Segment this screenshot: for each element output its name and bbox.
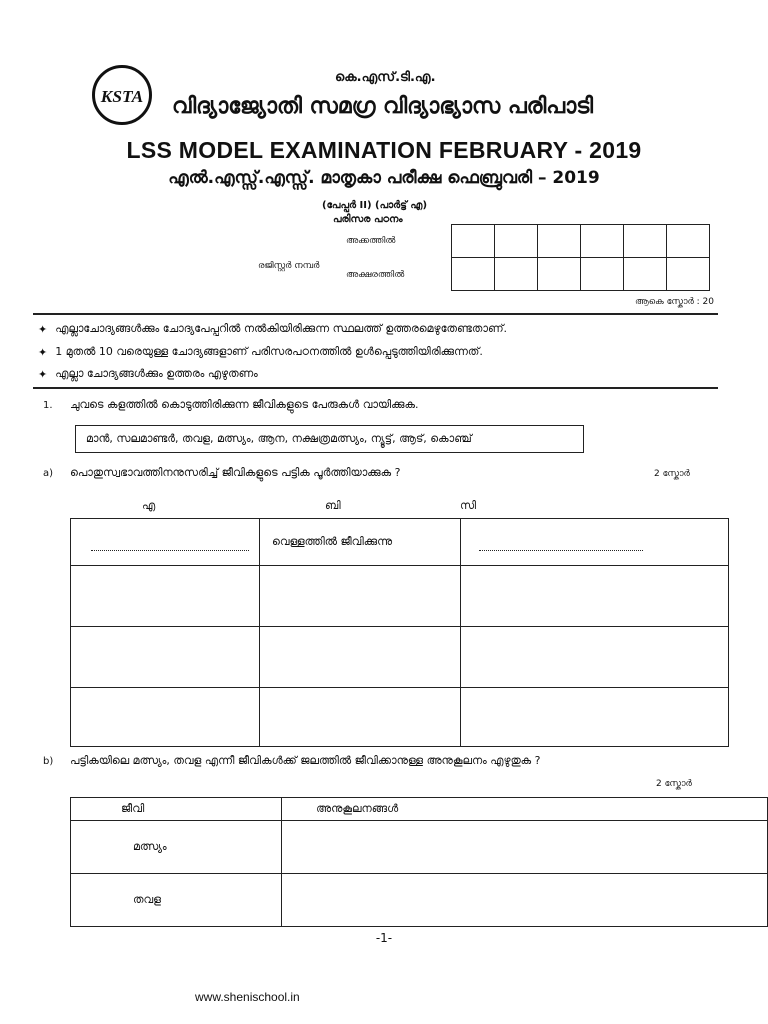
- header-adaptations-text: അനുകൂലനങ്ങൾ: [316, 802, 399, 815]
- part-a-score: 2 സ്കോർ: [654, 469, 690, 479]
- table-cell[interactable]: [461, 519, 729, 566]
- instruction-item: [38, 322, 507, 336]
- star-bullet-icon: ✦: [38, 345, 48, 359]
- divider-top: [33, 313, 718, 315]
- answer-cell[interactable]: [282, 874, 768, 927]
- register-in-figures-label: അക്കത്തിൽ: [346, 236, 396, 246]
- table-cell: [260, 519, 461, 566]
- table-cell[interactable]: [260, 688, 461, 747]
- page-number: -1-: [375, 931, 393, 945]
- table-header-row: [71, 798, 768, 821]
- register-word-cell[interactable]: [667, 258, 710, 291]
- register-number-label: രജിസ്റ്റർ നമ്പർ: [258, 261, 320, 271]
- exam-title-malayalam: എൽ.എസ്സ്.എസ്സ്. മാതൃകാ പരീക്ഷ ഫെബ്രുവരി – 2019: [168, 168, 600, 188]
- organism-word-box: [75, 425, 584, 453]
- organism-words: മാൻ, സലമാണ്ടർ, തവള, മത്സ്യം, ആന, നക്ഷത്രമത്സ്യം, ന്യൂട്ട്, ആട്, കൊഞ്ച്: [86, 432, 472, 445]
- total-score: ആകെ സ്കോർ : 20: [635, 297, 714, 307]
- part-b-label: b): [43, 756, 54, 767]
- organism-cell: [71, 821, 282, 874]
- dotted-answer-line: [479, 550, 643, 551]
- register-figure-cell[interactable]: [495, 225, 538, 258]
- table-row: [71, 874, 768, 927]
- register-word-cell[interactable]: [495, 258, 538, 291]
- register-figure-cell[interactable]: [452, 225, 495, 258]
- instruction-text: എല്ലാചോദ്യങ്ങൾക്കും ചോദ്യപേപ്പറിൽ നൽകിയിരിക്കുന്ന സ്ഥലത്ത് ഉത്തരമെഴുതേണ്ടതാണ്.: [55, 322, 508, 335]
- register-figures-row: [452, 225, 710, 258]
- divider-bottom: [33, 387, 718, 389]
- register-word-cell[interactable]: [538, 258, 581, 291]
- question-number: 1.: [43, 400, 53, 411]
- table-cell[interactable]: [260, 627, 461, 688]
- table-row: [71, 627, 729, 688]
- column-a-label: എ: [142, 499, 156, 512]
- table-row: [71, 821, 768, 874]
- header-organism-text: ജീവി: [121, 802, 145, 815]
- register-figure-cell[interactable]: [581, 225, 624, 258]
- website-url[interactable]: www.shenischool.in: [195, 990, 300, 1004]
- logo-letters: KSTA: [100, 86, 144, 106]
- register-figure-cell[interactable]: [624, 225, 667, 258]
- table-cell[interactable]: [71, 566, 260, 627]
- part-a-question: പൊതുസ്വഭാവത്തിനനുസരിച്ച് ജീവികളുടെ പട്ടിക പൂർത്തിയാക്കുക ?: [70, 466, 401, 479]
- column-b-label: ബി: [325, 499, 341, 512]
- register-word-cell[interactable]: [581, 258, 624, 291]
- answer-cell[interactable]: [282, 821, 768, 874]
- register-figure-cell[interactable]: [667, 225, 710, 258]
- ksta-logo: [92, 65, 152, 125]
- register-figure-cell[interactable]: [538, 225, 581, 258]
- instruction-item: [38, 345, 483, 359]
- ksta-logo-mark: [95, 67, 149, 123]
- table-cell[interactable]: [71, 627, 260, 688]
- org-full-name: വിദ്യാജ്യോതി സമഗ്ര വിദ്യാഭ്യാസ പരിപാടി: [172, 94, 594, 119]
- register-words-row: [452, 258, 710, 291]
- adaptation-table: [70, 797, 768, 927]
- table-row: [71, 688, 729, 747]
- table-cell[interactable]: [461, 627, 729, 688]
- instruction-item: [38, 367, 258, 381]
- star-bullet-icon: ✦: [38, 367, 48, 381]
- table-row: [71, 566, 729, 627]
- instruction-text: 1 മുതൽ 10 വരെയുള്ള ചോദ്യങ്ങളാണ് പരിസരപഠനത്തിൽ ഉൾപ്പെടുത്തിയിരിക്കുന്നത്.: [55, 345, 483, 358]
- classification-table: [70, 518, 729, 747]
- table-cell[interactable]: [71, 688, 260, 747]
- column-b-first-entry: വെള്ളത്തിൽ ജീവിക്കുന്നു: [272, 535, 393, 548]
- table-cell[interactable]: [260, 566, 461, 627]
- table-row: [71, 519, 729, 566]
- header-cell-organism: [71, 798, 282, 821]
- organism-frog: തവള: [133, 893, 162, 906]
- register-word-cell[interactable]: [624, 258, 667, 291]
- table-cell[interactable]: [461, 566, 729, 627]
- part-b-question: പട്ടികയിലെ മത്സ്യം, തവള എന്നീ ജീവികൾക്ക് ജലത്തിൽ ജീവിക്കാനുള്ള അനുകൂലനം എഴുതുക ?: [70, 754, 541, 767]
- organism-cell: [71, 874, 282, 927]
- exam-title-english: LSS MODEL EXAMINATION FEBRUARY - 2019: [126, 137, 642, 163]
- org-short-name: കെ.എസ്.ടി.എ.: [335, 70, 436, 85]
- instruction-text: എല്ലാ ചോദ്യങ്ങൾക്കും ഉത്തരം എഴുതണം: [55, 367, 258, 380]
- column-c-label: സി: [460, 499, 477, 512]
- part-b-score: 2 സ്കോർ: [656, 779, 692, 789]
- question-text: ചുവടെ കളത്തിൽ കൊടുത്തിരിക്കുന്ന ജീവികളുടെ പേരുകൾ വായിക്കുക.: [70, 398, 419, 411]
- register-number-grid: [451, 224, 710, 291]
- subject-label: പരിസര പഠനം: [333, 214, 403, 225]
- paper-label: (പേപ്പർ II) (പാർട്ട് എ): [322, 200, 428, 211]
- star-bullet-icon: ✦: [38, 322, 48, 336]
- organism-fish: മത്സ്യം: [133, 840, 167, 853]
- register-word-cell[interactable]: [452, 258, 495, 291]
- part-a-label: a): [43, 468, 54, 479]
- register-in-words-label: അക്ഷരത്തിൽ: [346, 270, 405, 280]
- dotted-answer-line: [91, 550, 249, 551]
- header-cell-adaptations: [282, 798, 768, 821]
- table-cell[interactable]: [71, 519, 260, 566]
- table-cell[interactable]: [461, 688, 729, 747]
